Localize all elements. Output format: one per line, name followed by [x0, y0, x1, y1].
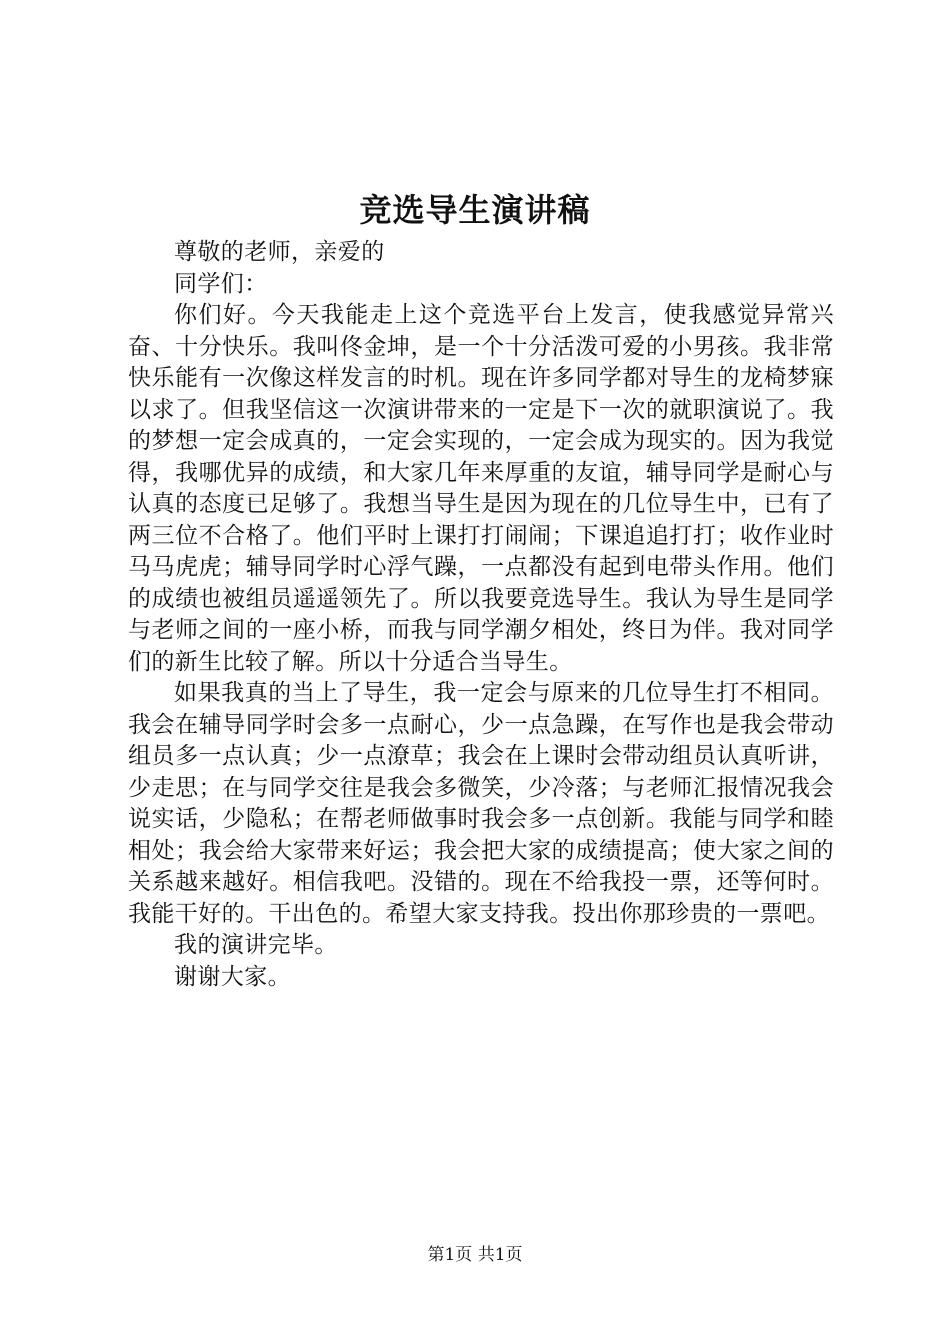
salutation-line-1: 尊敬的老师，亲爱的 [174, 239, 385, 265]
body-paragraph-2: 如果我真的当上了导生，我一定会与原来的几位导生打不相同。我会在辅导同学时会多一点耐心，少一点急躁，在写作也是我会带动组员多一点认真；少一点潦草；我会在上课时会带动组员认真听讲，少走思；在与同学交往是我会多微笑，少冷落；与老师汇报情况我会说实话，少隐私；在帮老师做事时我会多一点创新。我能与同学和睦相处；我会给大家带来好运；我会把大家的成绩提高；使大家之间的关系越来越好。相信我吧。没错的。现在不给我投一票，还等何时。我能干好的。干出色的。希望大家支持我。投出你那珍贵的一票吧。 [128, 680, 834, 927]
document-title: 竞选导生演讲稿 [359, 191, 591, 229]
closing-line-2: 谢谢大家。 [174, 963, 291, 990]
body-paragraph-1: 你们好。今天我能走上这个竞选平台上发言，使我感觉异常兴奋、十分快乐。我叫佟金坤，是一个十分活泼可爱的小男孩。我非常快乐能有一次像这样发言的时机。现在许多同学都对导生的龙椅梦寐以求了。但我坚信这一次演讲带来的一定是下一次的就职演说了。我的梦想一定会成真的，一定会实现的，一定会成为现实的。因为我觉得，我哪优异的成绩，和大家几年来厚重的友谊，辅导同学是耐心与认真的态度已足够了。我想当导生是因为现在的几位导生中，已有了两三位不合格了。他们平时上课打打闹闹；下课追追打打；收作业时马马虎虎；辅导同学时心浮气躁，一点都没有起到电带头作用。他们的成绩也被组员遥遥领先了。所以我要竞选导生。我认为导生是同学与老师之间的一座小桥，而我与同学潮夕相处，终日为伴。我对同学们的新生比较了解。所以十分适合当导生。 [128, 302, 834, 675]
page-number-footer: 第1页 共1页 [427, 1245, 523, 1265]
salutation-line-2: 同学们： [174, 270, 268, 297]
document-body [128, 237, 834, 993]
closing-line-1: 我的演讲完毕。 [174, 932, 338, 958]
